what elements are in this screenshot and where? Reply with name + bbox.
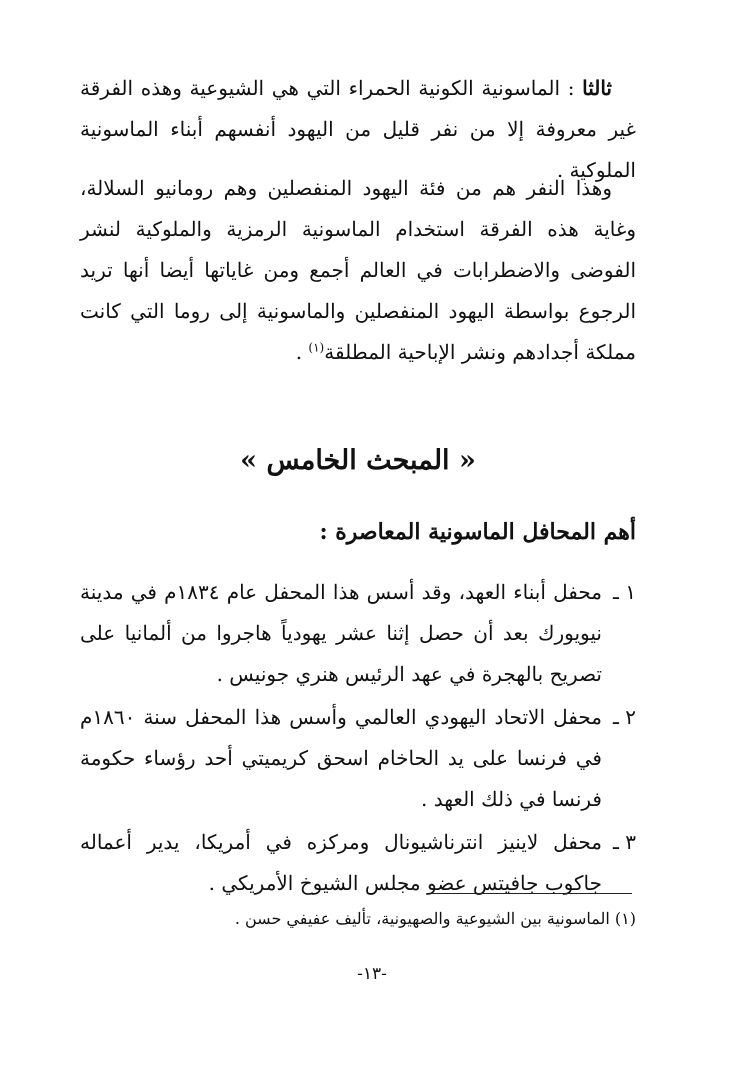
paragraph-2-end: . [295,340,309,364]
list-item-text: محفل الاتحاد اليهودي العالمي وأسس هذا المحفل سنة ١٨٦٠م في فرنسا على يد الحاخام اسحق كريميتي أحد رؤساء حكومة فرنسا في ذلك العهد . [80,705,602,811]
paragraph-1-label: ثالثا [582,76,612,100]
list-item-text: محفل أبناء العهد، وقد أسس هذا المحفل عام ١٨٣٤م في مدينة نيويورك بعد أن حصل إثنا عشر يهودياً هاجروا من ألمانيا على تصريح بالهجرة في عهد الرئيس هنري جونيس . [80,580,602,686]
list-item [80,822,636,904]
paragraph-2-text: وهذا النفر هم من فئة اليهود المنفصلين وهم رومانيو السلالة، وغاية هذه الفرقة استخدام الماسونية الرمزية والملوكية لنشر الفوضى والاضطرابات في العالم أجمع ومن غاياتها أيضا أنها تريد الرجوع بواسطة اليهود المنفصلين والماسونية إلى روما التي كانت مملكة أجدادهم ونشر الإباحية المطلقة [80,176,636,364]
paragraph-2 [80,168,636,373]
list-item-text: محفل لاينيز انترناشيونال ومركزه في أمريكا، يدير أعماله جاكوب جافيتس عضو مجلس الشيوخ الأمريكي . [80,830,602,895]
page-number: -١٣- [357,964,387,984]
section-title: « المبحث الخامس » [240,445,476,476]
list-item-number: ٢ ـ [613,705,636,729]
footnote-reference: (١) [308,340,325,355]
list-item-number: ٣ ـ [613,830,636,854]
paragraph-1-text: : الماسونية الكونية الحمراء التي هي الشيوعية وهذه الفرقة غير معروفة إلا من نفر قليل من اليهود أنفسهم أبناء الماسونية الملوكية . [80,76,636,182]
list-item [80,697,636,820]
section-subheading: أهم المحافل الماسونية المعاصرة : [319,519,636,545]
list-item [80,572,636,695]
lodges-list [80,572,636,906]
footnote: (١) الماسونية بين الشيوعية والصهيونية، تأليف عفيفي حسن . [234,909,636,928]
footnote-divider [430,893,632,894]
list-item-number: ١ ـ [613,580,636,604]
